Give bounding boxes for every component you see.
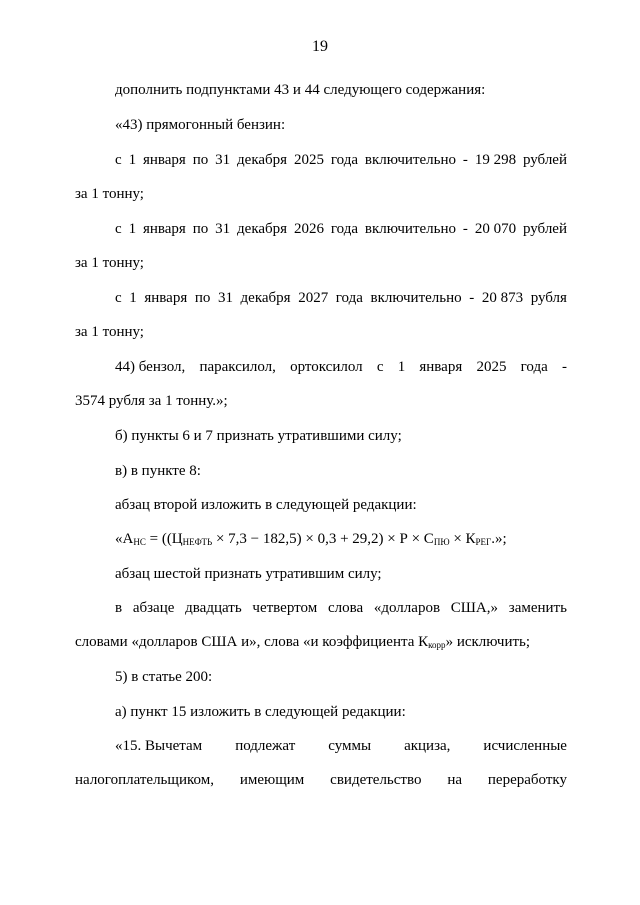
- word: декабря: [240, 290, 291, 306]
- word: имеющим: [239, 772, 305, 788]
- word: свидетельство: [330, 772, 422, 788]
- word: января: [142, 221, 186, 237]
- word: включительно: [370, 290, 462, 306]
- text-line: 3574 рубля за 1 тонну.»;: [75, 393, 228, 409]
- word: 2025: [476, 359, 507, 375]
- text-line: абзац шестой признать утратившим силу;: [115, 566, 382, 582]
- word: 1: [128, 152, 137, 168]
- word: 31: [215, 221, 231, 237]
- word: двадцать: [185, 600, 242, 616]
- word: января: [142, 152, 186, 168]
- word: переработку: [487, 772, 567, 788]
- formula: [115, 529, 507, 549]
- word: «15. Вычетам: [115, 738, 203, 754]
- word: включительно: [364, 152, 457, 168]
- text-line: 5) в статье 200:: [115, 669, 213, 685]
- word: четвертом: [252, 600, 318, 616]
- subscript: корр: [428, 640, 446, 650]
- word: 2026: [293, 221, 324, 237]
- text-line: дополнить подпунктами 43 и 44 следующего содержания:: [115, 82, 486, 98]
- word: 31: [215, 152, 231, 168]
- formula-subscript: ПЮ: [433, 537, 450, 547]
- text-line: за 1 тонну;: [75, 324, 144, 340]
- word: налогоплательщиком,: [75, 772, 214, 788]
- word: -: [469, 290, 475, 306]
- word: -: [561, 359, 567, 375]
- word: 1: [129, 290, 137, 306]
- word: рублей: [522, 152, 567, 168]
- word: акциза,: [404, 738, 451, 754]
- word: подлежат: [235, 738, 296, 754]
- word: по: [194, 290, 211, 306]
- word: заменить: [508, 600, 567, 616]
- formula-part: = ((Ц: [145, 531, 183, 547]
- word: по: [192, 152, 209, 168]
- word: января: [144, 290, 188, 306]
- justified-line: [115, 736, 567, 756]
- word: в: [115, 600, 123, 616]
- word: рубля: [530, 290, 567, 306]
- line-tail: » исключить;: [445, 634, 531, 650]
- word: 20 070: [474, 221, 517, 237]
- word: декабря: [237, 221, 288, 237]
- word: 20 873: [481, 290, 524, 306]
- justified-line: [115, 150, 567, 170]
- word: по: [192, 221, 209, 237]
- word: «долларов: [373, 600, 441, 616]
- word: года: [330, 221, 358, 237]
- formula-subscript: НЕФТЬ: [182, 537, 213, 547]
- word: -: [462, 152, 468, 168]
- word: суммы: [328, 738, 372, 754]
- formula-part: .»;: [491, 531, 507, 547]
- text-line: а) пункт 15 изложить в следующей редакции:: [115, 704, 406, 720]
- justified-line: [75, 770, 567, 790]
- word: рублей: [522, 221, 567, 237]
- word: исчисленные: [483, 738, 567, 754]
- word: абзаце: [132, 600, 175, 616]
- text-line: [75, 632, 530, 652]
- word: параксилол,: [199, 359, 276, 375]
- formula-subscript: НС: [133, 537, 146, 547]
- word: 2027: [298, 290, 329, 306]
- word: включительно: [364, 221, 457, 237]
- justified-line: [115, 219, 567, 239]
- word: ортоксилол: [290, 359, 363, 375]
- formula-subscript: РЕГ: [475, 537, 492, 547]
- word: декабря: [237, 152, 288, 168]
- text-line: за 1 тонну;: [75, 186, 144, 202]
- word: с: [376, 359, 384, 375]
- word: 44) бензол,: [115, 359, 186, 375]
- formula-part: × К: [449, 531, 476, 547]
- word: 19 298: [474, 152, 517, 168]
- justified-line: [115, 288, 567, 308]
- word: с: [115, 221, 122, 237]
- word: 1: [397, 359, 406, 375]
- word: 2025: [293, 152, 324, 168]
- word: года: [330, 152, 358, 168]
- formula-part: «А: [115, 531, 134, 547]
- word: слова: [327, 600, 364, 616]
- text-line: за 1 тонну;: [75, 255, 144, 271]
- text-line: абзац второй изложить в следующей редакции:: [115, 497, 417, 513]
- word: 1: [128, 221, 137, 237]
- justified-line: [115, 598, 567, 618]
- text-line: «43) прямогонный бензин:: [115, 117, 286, 133]
- line-text: словами «долларов США и», слова «и коэффициента К: [75, 634, 429, 650]
- word: на: [447, 772, 463, 788]
- text-line: б) пункты 6 и 7 признать утратившими силу;: [115, 428, 402, 444]
- page-number: 19: [312, 38, 328, 55]
- word: с: [115, 152, 122, 168]
- word: января: [419, 359, 463, 375]
- justified-line: [115, 357, 567, 377]
- word: с: [115, 290, 122, 306]
- formula-part: × 7,3 − 182,5) × 0,3 + 29,2) × Р × С: [212, 531, 434, 547]
- text-line: в) в пункте 8:: [115, 463, 201, 479]
- word: -: [462, 221, 468, 237]
- word: года: [520, 359, 548, 375]
- word: США,»: [450, 600, 499, 616]
- word: 31: [217, 290, 233, 306]
- word: года: [335, 290, 363, 306]
